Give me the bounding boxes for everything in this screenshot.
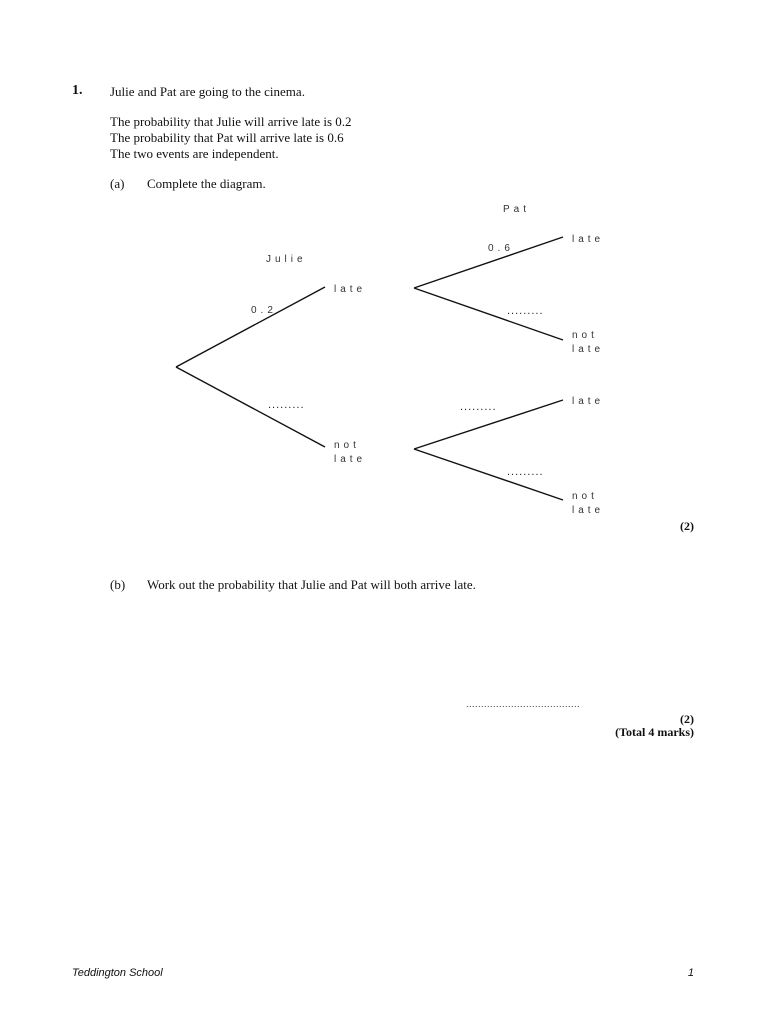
fact-independent: The two events are independent.: [110, 146, 279, 161]
prob-pat-late-top: 0.6: [488, 243, 514, 254]
part-a-marks: (2): [680, 519, 694, 533]
outcome-pat-late-top: late: [572, 234, 605, 245]
part-a-instruction: Complete the diagram.: [147, 176, 266, 191]
part-b-label: (b): [110, 577, 126, 592]
header-pat: Pat: [503, 204, 531, 215]
blank-pat-late-bottom[interactable]: .........: [460, 401, 497, 413]
blank-pat-not-late-bottom[interactable]: .........: [507, 466, 544, 478]
header-julie: Julie: [266, 254, 307, 265]
part-a-label: (a): [110, 176, 125, 191]
part-b-instruction: Work out the probability that Julie and Pat will both arrive late.: [147, 577, 476, 592]
outcome-pat-late-bottom: late: [572, 396, 605, 407]
blank-pat-not-late-top[interactable]: .........: [507, 305, 544, 317]
part-b-marks: (2): [680, 712, 694, 726]
answer-line[interactable]: ......................................: [466, 699, 581, 709]
blank-julie-not-late[interactable]: .........: [268, 399, 305, 411]
question-intro: Julie and Pat are going to the cinema.: [110, 84, 305, 99]
outcome-pat-not-late-top: late: [572, 344, 605, 355]
branch-julie-late: [176, 287, 325, 367]
outcome-pat-not-bottom: not: [572, 491, 598, 502]
outcome-julie-not: not: [334, 440, 360, 451]
footer-school: Teddington School: [72, 967, 163, 979]
question-number: 1.: [72, 83, 83, 98]
prob-julie-late: 0.2: [251, 305, 277, 316]
footer-page-number: 1: [687, 967, 694, 979]
total-marks: (Total 4 marks): [615, 725, 694, 739]
outcome-pat-not-late-bottom: late: [572, 505, 605, 516]
outcome-pat-not-top: not: [572, 330, 598, 341]
fact-pat: The probability that Pat will arrive late is 0.6: [110, 130, 344, 145]
outcome-julie-not-late: late: [334, 454, 367, 465]
outcome-julie-late: late: [334, 284, 367, 295]
fact-julie: The probability that Julie will arrive late is 0.2: [110, 114, 352, 129]
